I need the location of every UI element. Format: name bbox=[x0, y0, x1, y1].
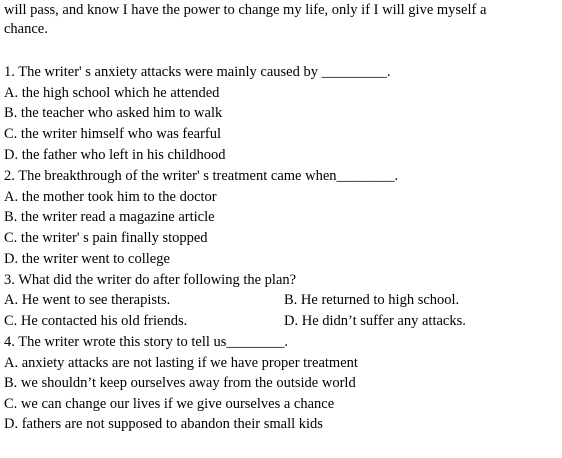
question-4-option-d: D. fathers are not supposed to abandon their small kids bbox=[4, 416, 323, 432]
question-1-option-b: B. the teacher who asked him to walk bbox=[4, 105, 223, 121]
question-1-option-c: C. the writer himself who was fearful bbox=[4, 126, 222, 142]
question-1-option-d: D. the father who left in his childhood bbox=[4, 147, 226, 163]
question-2-option-a: A. the mother took him to the doctor bbox=[4, 189, 217, 205]
question-3-option-d: D. He didn’t suffer any attacks. bbox=[284, 313, 466, 329]
question-4-option-a: A. anxiety attacks are not lasting if we have proper treatment bbox=[4, 355, 358, 371]
intro-line-1: will pass, and know I have the power to change my life, only if I will give myself a bbox=[4, 2, 487, 18]
question-1-stem: 1. The writer' s anxiety attacks were mainly caused by _________. bbox=[4, 64, 391, 80]
question-4-option-c: C. we can change our lives if we give ourselves a chance bbox=[4, 396, 335, 412]
intro-line-2: chance. bbox=[4, 21, 48, 37]
question-3-option-c: C. He contacted his old friends. bbox=[4, 313, 188, 329]
question-2-option-d: D. the writer went to college bbox=[4, 251, 170, 267]
question-3-option-b: B. He returned to high school. bbox=[284, 292, 460, 308]
question-4-stem: 4. The writer wrote this story to tell us________. bbox=[4, 334, 289, 350]
question-3-stem: 3. What did the writer do after following the plan? bbox=[4, 272, 297, 288]
question-2-option-b: B. the writer read a magazine article bbox=[4, 209, 215, 225]
question-2-option-c: C. the writer' s pain finally stopped bbox=[4, 230, 208, 246]
question-3-option-a: A. He went to see therapists. bbox=[4, 292, 171, 308]
question-2-stem: 2. The breakthrough of the writer' s treatment came when________. bbox=[4, 168, 399, 184]
question-4-option-b: B. we shouldn’t keep ourselves away from the outside world bbox=[4, 375, 356, 391]
question-1-option-a: A. the high school which he attended bbox=[4, 85, 220, 101]
